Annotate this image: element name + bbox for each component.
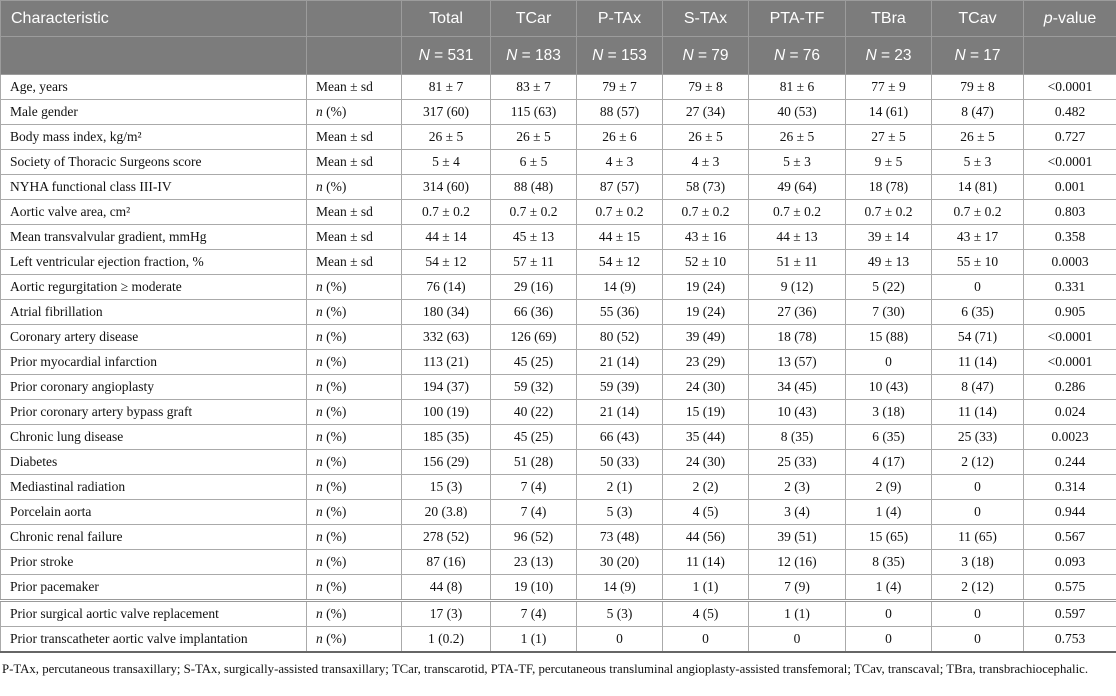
p-value-cell: 0.482 (1024, 100, 1116, 125)
value-cell-tbra: 0 (846, 350, 932, 375)
value-cell-tcar: 126 (69) (491, 325, 577, 350)
characteristic-cell: Chronic renal failure (1, 525, 307, 550)
value-cell-tcav: 11 (65) (932, 525, 1024, 550)
characteristic-cell: Coronary artery disease (1, 325, 307, 350)
value-cell-stax: 23 (29) (663, 350, 749, 375)
value-cell-total: 185 (35) (402, 425, 491, 450)
n-cell-pvalue (1024, 37, 1116, 75)
characteristic-cell: Prior pacemaker (1, 575, 307, 601)
header-cell-ptatf: PTA-TF (749, 1, 846, 37)
n-cell-tcav: N = 17 (932, 37, 1024, 75)
n-cell-ptatf: N = 76 (749, 37, 846, 75)
value-cell-tbra: 18 (78) (846, 175, 932, 200)
value-cell-tcav: 3 (18) (932, 550, 1024, 575)
value-cell-tcav: 11 (14) (932, 400, 1024, 425)
value-cell-total: 81 ± 7 (402, 75, 491, 100)
value-cell-tbra: 10 (43) (846, 375, 932, 400)
value-cell-ptax: 80 (52) (577, 325, 663, 350)
characteristic-cell: NYHA functional class III-IV (1, 175, 307, 200)
value-cell-ptax: 30 (20) (577, 550, 663, 575)
value-cell-ptax: 14 (9) (577, 575, 663, 601)
value-cell-total: 44 (8) (402, 575, 491, 601)
value-cell-tcar: 45 ± 13 (491, 225, 577, 250)
value-cell-stax: 24 (30) (663, 375, 749, 400)
value-cell-tbra: 27 ± 5 (846, 125, 932, 150)
stat-type-cell: n (%) (307, 450, 402, 475)
n-cell-ptax: N = 153 (577, 37, 663, 75)
value-cell-tcar: 7 (4) (491, 601, 577, 627)
value-cell-total: 317 (60) (402, 100, 491, 125)
value-cell-ptax: 79 ± 7 (577, 75, 663, 100)
value-cell-ptax: 26 ± 6 (577, 125, 663, 150)
stat-type-cell: n (%) (307, 550, 402, 575)
value-cell-tcav: 0.7 ± 0.2 (932, 200, 1024, 225)
characteristic-cell: Diabetes (1, 450, 307, 475)
table-row (1, 125, 1116, 150)
value-cell-total: 180 (34) (402, 300, 491, 325)
stat-type-cell: n (%) (307, 350, 402, 375)
stat-type-cell: n (%) (307, 601, 402, 627)
value-cell-stax: 44 (56) (663, 525, 749, 550)
value-cell-stax: 1 (1) (663, 575, 749, 601)
p-value-cell: 0.575 (1024, 575, 1116, 601)
value-cell-ptatf: 7 (9) (749, 575, 846, 601)
value-cell-ptax: 59 (39) (577, 375, 663, 400)
value-cell-tcav: 2 (12) (932, 575, 1024, 601)
value-cell-ptax: 73 (48) (577, 525, 663, 550)
stat-type-cell: n (%) (307, 500, 402, 525)
table-row (1, 350, 1116, 375)
p-value-cell: 0.286 (1024, 375, 1116, 400)
table-row (1, 175, 1116, 200)
value-cell-ptax: 66 (43) (577, 425, 663, 450)
stat-type-cell: Mean ± sd (307, 150, 402, 175)
characteristic-cell: Prior coronary artery bypass graft (1, 400, 307, 425)
table-row (1, 300, 1116, 325)
value-cell-ptatf: 9 (12) (749, 275, 846, 300)
value-cell-ptax: 5 (3) (577, 601, 663, 627)
table-row (1, 550, 1116, 575)
value-cell-stax: 4 (5) (663, 601, 749, 627)
value-cell-ptatf: 44 ± 13 (749, 225, 846, 250)
value-cell-tbra: 14 (61) (846, 100, 932, 125)
table-row (1, 475, 1116, 500)
value-cell-stax: 4 (5) (663, 500, 749, 525)
value-cell-ptatf: 27 (36) (749, 300, 846, 325)
value-cell-tcar: 57 ± 11 (491, 250, 577, 275)
characteristic-cell: Left ventricular ejection fraction, % (1, 250, 307, 275)
characteristic-cell: Mean transvalvular gradient, mmHg (1, 225, 307, 250)
value-cell-ptatf: 51 ± 11 (749, 250, 846, 275)
stat-type-cell: n (%) (307, 400, 402, 425)
characteristic-cell: Aortic valve area, cm² (1, 200, 307, 225)
value-cell-stax: 52 ± 10 (663, 250, 749, 275)
stat-type-cell: n (%) (307, 525, 402, 550)
stat-type-cell: n (%) (307, 475, 402, 500)
p-value-cell: 0.0003 (1024, 250, 1116, 275)
p-value-cell: 0.567 (1024, 525, 1116, 550)
value-cell-tcar: 1 (1) (491, 627, 577, 653)
p-value-cell: 0.024 (1024, 400, 1116, 425)
stat-type-cell: Mean ± sd (307, 200, 402, 225)
value-cell-ptax: 0.7 ± 0.2 (577, 200, 663, 225)
value-cell-tcav: 0 (932, 500, 1024, 525)
value-cell-tbra: 1 (4) (846, 575, 932, 601)
value-cell-tbra: 9 ± 5 (846, 150, 932, 175)
value-cell-tbra: 8 (35) (846, 550, 932, 575)
value-cell-stax: 27 (34) (663, 100, 749, 125)
table-row (1, 200, 1116, 225)
value-cell-total: 194 (37) (402, 375, 491, 400)
value-cell-ptax: 14 (9) (577, 275, 663, 300)
p-value-cell: 0.0023 (1024, 425, 1116, 450)
value-cell-stax: 4 ± 3 (663, 150, 749, 175)
value-cell-ptatf: 49 (64) (749, 175, 846, 200)
value-cell-tcar: 7 (4) (491, 475, 577, 500)
value-cell-stax: 11 (14) (663, 550, 749, 575)
value-cell-ptax: 2 (1) (577, 475, 663, 500)
header-cell-stax: S-TAx (663, 1, 749, 37)
value-cell-total: 20 (3.8) (402, 500, 491, 525)
table-row (1, 601, 1116, 627)
value-cell-total: 1 (0.2) (402, 627, 491, 653)
value-cell-tcav: 43 ± 17 (932, 225, 1024, 250)
value-cell-ptax: 4 ± 3 (577, 150, 663, 175)
value-cell-tbra: 6 (35) (846, 425, 932, 450)
value-cell-ptax: 88 (57) (577, 100, 663, 125)
value-cell-stax: 79 ± 8 (663, 75, 749, 100)
value-cell-total: 76 (14) (402, 275, 491, 300)
value-cell-ptatf: 25 (33) (749, 450, 846, 475)
table-row (1, 425, 1116, 450)
value-cell-stax: 15 (19) (663, 400, 749, 425)
value-cell-tcav: 25 (33) (932, 425, 1024, 450)
value-cell-total: 54 ± 12 (402, 250, 491, 275)
characteristic-cell: Atrial fibrillation (1, 300, 307, 325)
value-cell-tcar: 26 ± 5 (491, 125, 577, 150)
p-value-cell: 0.358 (1024, 225, 1116, 250)
value-cell-stax: 35 (44) (663, 425, 749, 450)
stat-type-cell: n (%) (307, 325, 402, 350)
characteristic-cell: Male gender (1, 100, 307, 125)
value-cell-ptatf: 2 (3) (749, 475, 846, 500)
table-row (1, 450, 1116, 475)
value-cell-stax: 2 (2) (663, 475, 749, 500)
header-cell-tcar: TCar (491, 1, 577, 37)
header-row (1, 1, 1116, 37)
value-cell-ptatf: 0.7 ± 0.2 (749, 200, 846, 225)
characteristic-cell: Prior coronary angioplasty (1, 375, 307, 400)
value-cell-stax: 43 ± 16 (663, 225, 749, 250)
stat-type-cell: n (%) (307, 175, 402, 200)
value-cell-tbra: 3 (18) (846, 400, 932, 425)
value-cell-tcar: 115 (63) (491, 100, 577, 125)
value-cell-tcav: 26 ± 5 (932, 125, 1024, 150)
table-row (1, 100, 1116, 125)
table-row (1, 325, 1116, 350)
value-cell-ptatf: 8 (35) (749, 425, 846, 450)
value-cell-total: 26 ± 5 (402, 125, 491, 150)
stat-type-cell: n (%) (307, 100, 402, 125)
value-cell-tcar: 29 (16) (491, 275, 577, 300)
value-cell-tbra: 49 ± 13 (846, 250, 932, 275)
value-cell-tbra: 5 (22) (846, 275, 932, 300)
table-row (1, 525, 1116, 550)
p-value-cell: 0.753 (1024, 627, 1116, 653)
table-row (1, 500, 1116, 525)
value-cell-stax: 24 (30) (663, 450, 749, 475)
value-cell-ptatf: 0 (749, 627, 846, 653)
characteristic-cell: Prior surgical aortic valve replacement (1, 601, 307, 627)
stat-type-cell: n (%) (307, 300, 402, 325)
value-cell-ptatf: 26 ± 5 (749, 125, 846, 150)
value-cell-tbra: 15 (65) (846, 525, 932, 550)
value-cell-tcav: 8 (47) (932, 100, 1024, 125)
value-cell-ptax: 50 (33) (577, 450, 663, 475)
value-cell-tcav: 5 ± 3 (932, 150, 1024, 175)
stat-type-cell: n (%) (307, 425, 402, 450)
p-value-cell: 0.093 (1024, 550, 1116, 575)
stat-type-cell: n (%) (307, 275, 402, 300)
value-cell-ptax: 21 (14) (577, 400, 663, 425)
value-cell-tbra: 15 (88) (846, 325, 932, 350)
value-cell-tcar: 45 (25) (491, 350, 577, 375)
value-cell-ptatf: 13 (57) (749, 350, 846, 375)
value-cell-ptatf: 39 (51) (749, 525, 846, 550)
n-cell-stax: N = 79 (663, 37, 749, 75)
p-value-cell: 0.803 (1024, 200, 1116, 225)
value-cell-tcar: 7 (4) (491, 500, 577, 525)
value-cell-ptax: 0 (577, 627, 663, 653)
stat-type-cell: Mean ± sd (307, 125, 402, 150)
value-cell-tcar: 83 ± 7 (491, 75, 577, 100)
value-cell-total: 44 ± 14 (402, 225, 491, 250)
header-cell-total: Total (402, 1, 491, 37)
stat-type-cell: n (%) (307, 375, 402, 400)
value-cell-tcav: 11 (14) (932, 350, 1024, 375)
table-row (1, 225, 1116, 250)
value-cell-total: 87 (16) (402, 550, 491, 575)
value-cell-tcar: 19 (10) (491, 575, 577, 601)
abbreviations-footnote: P-TAx, percutaneous transaxillary; S-TAx, surgically-assisted transaxillary; TCar, transcarotid, PTA-TF, percutaneous transluminal angioplasty-assisted transfemoral; TCav, transcaval; TBra, transbrachiocephalic. (2, 662, 1089, 676)
value-cell-stax: 0.7 ± 0.2 (663, 200, 749, 225)
value-cell-ptatf: 10 (43) (749, 400, 846, 425)
table-body (1, 75, 1116, 653)
header-cell-label: Characteristic (1, 1, 307, 37)
value-cell-ptatf: 81 ± 6 (749, 75, 846, 100)
p-value-cell: 0.314 (1024, 475, 1116, 500)
p-value-cell: 0.905 (1024, 300, 1116, 325)
value-cell-ptax: 44 ± 15 (577, 225, 663, 250)
stat-type-cell: n (%) (307, 627, 402, 653)
value-cell-ptatf: 12 (16) (749, 550, 846, 575)
p-value-cell: <0.0001 (1024, 75, 1116, 100)
value-cell-tbra: 1 (4) (846, 500, 932, 525)
value-cell-tcav: 0 (932, 475, 1024, 500)
value-cell-stax: 26 ± 5 (663, 125, 749, 150)
characteristic-cell: Mediastinal radiation (1, 475, 307, 500)
characteristic-cell: Society of Thoracic Surgeons score (1, 150, 307, 175)
value-cell-tcar: 96 (52) (491, 525, 577, 550)
value-cell-ptax: 87 (57) (577, 175, 663, 200)
value-cell-tcav: 0 (932, 627, 1024, 653)
value-cell-tcav: 0 (932, 275, 1024, 300)
value-cell-tcav: 8 (47) (932, 375, 1024, 400)
value-cell-tbra: 39 ± 14 (846, 225, 932, 250)
characteristic-cell: Porcelain aorta (1, 500, 307, 525)
n-cell-stat (307, 37, 402, 75)
value-cell-stax: 19 (24) (663, 275, 749, 300)
value-cell-total: 100 (19) (402, 400, 491, 425)
value-cell-stax: 19 (24) (663, 300, 749, 325)
table-row (1, 250, 1116, 275)
characteristic-cell: Prior stroke (1, 550, 307, 575)
value-cell-tbra: 4 (17) (846, 450, 932, 475)
characteristic-cell: Chronic lung disease (1, 425, 307, 450)
value-cell-tbra: 0 (846, 601, 932, 627)
value-cell-ptax: 21 (14) (577, 350, 663, 375)
stat-type-cell: Mean ± sd (307, 250, 402, 275)
value-cell-tcav: 79 ± 8 (932, 75, 1024, 100)
table-row (1, 375, 1116, 400)
value-cell-tcar: 59 (32) (491, 375, 577, 400)
value-cell-total: 0.7 ± 0.2 (402, 200, 491, 225)
value-cell-total: 314 (60) (402, 175, 491, 200)
value-cell-stax: 0 (663, 627, 749, 653)
n-cell-total: N = 531 (402, 37, 491, 75)
header-cell-tcav: TCav (932, 1, 1024, 37)
characteristic-cell: Age, years (1, 75, 307, 100)
value-cell-total: 15 (3) (402, 475, 491, 500)
p-value-cell: 0.944 (1024, 500, 1116, 525)
value-cell-tbra: 0.7 ± 0.2 (846, 200, 932, 225)
value-cell-ptatf: 5 ± 3 (749, 150, 846, 175)
p-value-cell: <0.0001 (1024, 325, 1116, 350)
value-cell-ptatf: 3 (4) (749, 500, 846, 525)
value-cell-total: 278 (52) (402, 525, 491, 550)
value-cell-ptax: 5 (3) (577, 500, 663, 525)
value-cell-total: 5 ± 4 (402, 150, 491, 175)
table-row (1, 575, 1116, 601)
value-cell-tcav: 54 (71) (932, 325, 1024, 350)
value-cell-tcav: 14 (81) (932, 175, 1024, 200)
value-cell-tcar: 66 (36) (491, 300, 577, 325)
value-cell-ptax: 54 ± 12 (577, 250, 663, 275)
value-cell-tcar: 0.7 ± 0.2 (491, 200, 577, 225)
table-row (1, 275, 1116, 300)
p-value-cell: 0.001 (1024, 175, 1116, 200)
p-value-cell: 0.244 (1024, 450, 1116, 475)
characteristic-cell: Prior myocardial infarction (1, 350, 307, 375)
table-row (1, 150, 1116, 175)
table-header (1, 1, 1116, 75)
stat-type-cell: Mean ± sd (307, 225, 402, 250)
header-cell-tbra: TBra (846, 1, 932, 37)
value-cell-ptatf: 1 (1) (749, 601, 846, 627)
value-cell-tcav: 0 (932, 601, 1024, 627)
value-cell-total: 332 (63) (402, 325, 491, 350)
value-cell-tcar: 88 (48) (491, 175, 577, 200)
value-cell-total: 17 (3) (402, 601, 491, 627)
n-cell-label (1, 37, 307, 75)
table-row (1, 400, 1116, 425)
value-cell-ptatf: 18 (78) (749, 325, 846, 350)
value-cell-ptatf: 40 (53) (749, 100, 846, 125)
value-cell-ptax: 55 (36) (577, 300, 663, 325)
value-cell-tbra: 0 (846, 627, 932, 653)
value-cell-tbra: 2 (9) (846, 475, 932, 500)
value-cell-total: 156 (29) (402, 450, 491, 475)
value-cell-total: 113 (21) (402, 350, 491, 375)
value-cell-tcar: 6 ± 5 (491, 150, 577, 175)
value-cell-stax: 39 (49) (663, 325, 749, 350)
value-cell-tcav: 55 ± 10 (932, 250, 1024, 275)
stat-type-cell: n (%) (307, 575, 402, 601)
p-value-cell: <0.0001 (1024, 350, 1116, 375)
n-cell-tcar: N = 183 (491, 37, 577, 75)
value-cell-stax: 58 (73) (663, 175, 749, 200)
table-row (1, 627, 1116, 653)
header-cell-ptax: P-TAx (577, 1, 663, 37)
value-cell-tcav: 6 (35) (932, 300, 1024, 325)
value-cell-tcar: 45 (25) (491, 425, 577, 450)
header-cell-pvalue: p-value (1024, 1, 1116, 37)
characteristic-cell: Body mass index, kg/m² (1, 125, 307, 150)
value-cell-tcar: 51 (28) (491, 450, 577, 475)
value-cell-tcav: 2 (12) (932, 450, 1024, 475)
characteristic-cell: Aortic regurgitation ≥ moderate (1, 275, 307, 300)
p-value-cell: 0.331 (1024, 275, 1116, 300)
p-value-cell: 0.597 (1024, 601, 1116, 627)
value-cell-tbra: 77 ± 9 (846, 75, 932, 100)
n-cell-tbra: N = 23 (846, 37, 932, 75)
header-subrow (1, 37, 1116, 75)
value-cell-tcar: 40 (22) (491, 400, 577, 425)
table-row (1, 75, 1116, 100)
value-cell-tbra: 7 (30) (846, 300, 932, 325)
p-value-cell: <0.0001 (1024, 150, 1116, 175)
stat-type-cell: Mean ± sd (307, 75, 402, 100)
value-cell-tcar: 23 (13) (491, 550, 577, 575)
characteristic-cell: Prior transcatheter aortic valve implantation (1, 627, 307, 653)
value-cell-ptatf: 34 (45) (749, 375, 846, 400)
p-value-cell: 0.727 (1024, 125, 1116, 150)
header-cell-stat (307, 1, 402, 37)
